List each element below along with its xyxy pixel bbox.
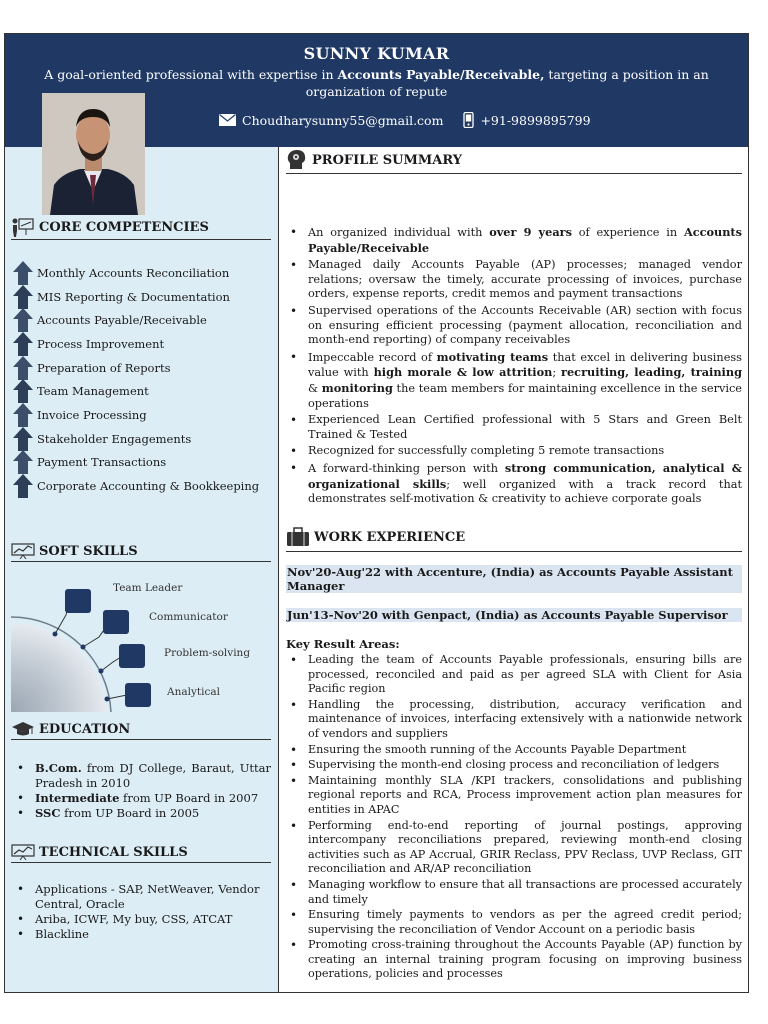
key-result-item: • Performing end-to-end reporting of journal postings, approving intercompany reconciliations prepared, reviewing month-end closing activities such as AP Accrual, GRIR Reclass, PPV Reclass, UVP Reclass, GIT reconciliation and AR/AP reconciliation	[286, 819, 742, 877]
graduation-cap-icon	[11, 721, 35, 737]
profile-point	[286, 350, 742, 411]
competency-label: Preparation of Reports	[37, 360, 171, 375]
skill-problem-solving: Problem-solving	[164, 647, 251, 659]
competency-label: Process Improvement	[37, 336, 165, 351]
competency-item	[13, 427, 259, 451]
problem-solving-icon	[119, 644, 145, 668]
competency-item	[13, 451, 259, 475]
competency-label: Invoice Processing	[37, 407, 147, 422]
soft-skills-diagram	[11, 577, 273, 712]
up-arrow-icon	[13, 356, 33, 380]
job-entry-accenture: Nov'20-Aug'22 with Accenture, (India) as Accounts Payable Assistant Manager	[286, 565, 742, 593]
profile-bold: recruiting, leading, training	[561, 365, 742, 380]
phone-icon	[463, 112, 474, 128]
contact-row	[219, 112, 611, 128]
key-result-areas-title: Key Result Areas:	[286, 637, 400, 651]
profile-point: • Managed daily Accounts Payable (AP) processes; managed vendor relations; oversaw the timely, accurate processing of invoices, purchase orders, expense reports, credit memos and payment transactions	[286, 258, 742, 302]
profile-text: the team members for maintaining excellence in the service operations	[308, 381, 742, 410]
profile-bold: motivating teams	[436, 349, 549, 364]
education-item	[13, 806, 271, 821]
profile-text: of experience in	[571, 226, 684, 239]
key-result-item: • Handling the processing, distribution, accuracy verification and maintenance of invoices, interfacing extensively with a nationwide network of vendors and suppliers	[286, 698, 742, 742]
profile-bold: Accounts Payable/Receivable	[308, 225, 742, 255]
profile-summary-title: PROFILE SUMMARY	[312, 152, 463, 168]
soft-skills-title: SOFT SKILLS	[39, 543, 138, 559]
team-leader-icon	[65, 589, 91, 613]
technical-skills-title: TECHNICAL SKILLS	[39, 844, 188, 860]
degree: SSC	[35, 806, 61, 820]
resume-page	[4, 33, 749, 993]
competency-item	[13, 308, 259, 332]
competency-item	[13, 261, 259, 285]
profile-text: &	[308, 381, 322, 395]
profile-text: An organized individual with	[308, 226, 490, 239]
education-title: EDUCATION	[39, 721, 131, 737]
key-result-item: • Promoting cross-training throughout the Accounts Payable (AP) function by creating an internal training program focusing on improving business operations, policies and processes	[286, 938, 742, 982]
competency-label: Accounts Payable/Receivable	[37, 313, 207, 328]
education-list	[13, 761, 271, 821]
work-experience-heading	[286, 525, 742, 552]
profile-summary-heading	[286, 149, 742, 174]
key-result-item: • Leading the team of Accounts Payable professionals, ensuring bills are processed, reconciled and paid as per agreed SLA with Client for Asia Pacific region	[286, 653, 742, 697]
key-result-item: • Ensuring the smooth running of the Accounts Payable Department	[286, 743, 742, 758]
tagline-text-end: targeting a position in an organization of repute	[305, 67, 709, 99]
head-gears-icon	[286, 149, 308, 171]
skill-team-leader: Team Leader	[113, 582, 183, 594]
education-item	[13, 761, 271, 791]
competency-label: MIS Reporting & Documentation	[37, 289, 230, 304]
key-result-areas-list	[286, 653, 742, 983]
soft-skills-heading	[11, 543, 271, 562]
competency-label: Monthly Accounts Reconciliation	[37, 265, 230, 280]
tech-skill-item: • Applications - SAP, NetWeaver, Vendor Central, Oracle	[13, 882, 271, 912]
profile-text: ; well organized with a track record that demonstrates self-motivation & creativity to achieve corporate goals	[308, 477, 742, 506]
profile-text: Impeccable record of	[308, 350, 437, 364]
up-arrow-icon	[13, 308, 33, 332]
competency-item	[13, 285, 259, 309]
job-entry-genpact: Jun'13-Nov'20 with Genpact, (India) as Accounts Payable Supervisor	[286, 608, 742, 622]
competency-label: Corporate Accounting & Bookkeeping	[37, 479, 260, 494]
profile-point	[286, 461, 742, 507]
profile-bold: over 9 years	[489, 225, 572, 239]
competency-label: Team Management	[37, 384, 149, 399]
profile-bold: strong communication, analytical & organizational skills	[308, 460, 742, 491]
profile-photo	[42, 93, 145, 215]
education-heading	[11, 721, 271, 740]
competency-item	[13, 379, 259, 403]
up-arrow-icon	[13, 450, 33, 474]
profile-bold: high morale & low attrition	[373, 365, 553, 380]
communicator-icon	[103, 610, 129, 634]
skill-communicator: Communicator	[149, 611, 228, 623]
up-arrow-icon	[13, 427, 33, 451]
briefcase-icon	[286, 527, 310, 547]
tech-skill-item: • Ariba, ICWF, My buy, CSS, ATCAT	[13, 912, 271, 927]
technical-skills-list	[13, 882, 271, 942]
profile-text: A forward-thinking person with	[308, 461, 505, 475]
degree-detail: from DJ College, Baraut, Uttar Pradesh in 2010	[35, 761, 271, 790]
competency-item	[13, 356, 259, 380]
competency-label: Stakeholder Engagements	[37, 431, 192, 446]
phone-text[interactable]: +91-9899895799	[480, 112, 591, 128]
core-competencies-title: CORE COMPETENCIES	[39, 219, 209, 235]
skill-analytical: Analytical	[167, 686, 220, 698]
key-result-item: • Ensuring timely payments to vendors as per the agreed credit period; supervising the reconciliation of Vendor Account on a periodic basis	[286, 908, 742, 937]
competency-item	[13, 403, 259, 427]
profile-text: that excel in delivering business value with	[308, 350, 742, 380]
chart-board-icon	[11, 844, 35, 860]
analytical-icon	[125, 683, 151, 707]
degree: B.Com.	[35, 761, 82, 775]
profile-point: • Supervised operations of the Accounts Receivable (AR) section with focus on ensuring efficient processing (payment allocation, reconciliation and month-end reporting) of company receivables	[286, 304, 742, 348]
email-text[interactable]: Choudharysunny55@gmail.com	[242, 112, 444, 128]
education-item	[13, 791, 271, 806]
up-arrow-icon	[13, 332, 33, 356]
tagline-text: A goal-oriented professional with expertise in	[44, 67, 338, 82]
presentation-icon	[11, 217, 35, 237]
key-result-item: • Maintaining monthly SLA /KPI trackers, consolidations and publishing regional reports and RCA, Process improvement action plan measures for entities in APAC	[286, 774, 742, 818]
profile-point	[286, 225, 742, 256]
up-arrow-icon	[13, 379, 33, 403]
envelope-icon	[219, 114, 236, 126]
profile-bold: monitoring	[321, 380, 393, 395]
degree-detail: from UP Board in 2007	[119, 791, 259, 805]
profile-point: • Recognized for successfully completing 5 remote transactions	[286, 444, 742, 459]
phone-contact[interactable]	[463, 112, 590, 128]
chart-board-icon	[11, 543, 35, 559]
key-result-item: • Managing workflow to ensure that all transactions are processed accurately and timely	[286, 878, 742, 907]
email-contact[interactable]	[219, 113, 443, 128]
competency-item	[13, 474, 259, 498]
tech-skill-item: • Blackline	[13, 927, 271, 942]
core-competencies-heading	[11, 217, 271, 240]
profile-summary-list	[286, 225, 742, 509]
profile-text: ;	[552, 366, 562, 380]
competency-label: Payment Transactions	[37, 455, 167, 470]
up-arrow-icon	[13, 403, 33, 427]
tagline-highlight: Accounts Payable/Receivable,	[337, 67, 545, 82]
candidate-name: SUNNY KUMAR	[303, 44, 450, 63]
degree-detail: from UP Board in 2005	[60, 806, 200, 820]
up-arrow-icon	[13, 261, 33, 285]
competency-item	[13, 332, 259, 356]
degree: Intermediate	[35, 791, 120, 805]
work-experience-title: WORK EXPERIENCE	[314, 529, 466, 545]
right-panel	[280, 147, 748, 992]
left-panel	[5, 147, 279, 992]
key-result-item: • Supervising the month-end closing process and reconciliation of ledgers	[286, 758, 742, 773]
up-arrow-icon	[13, 285, 33, 309]
profile-point: • Experienced Lean Certified professional with 5 Stars and Green Belt Trained & Tested	[286, 413, 742, 442]
up-arrow-icon	[13, 474, 33, 498]
core-competencies-list	[13, 261, 259, 498]
technical-skills-heading	[11, 844, 271, 863]
